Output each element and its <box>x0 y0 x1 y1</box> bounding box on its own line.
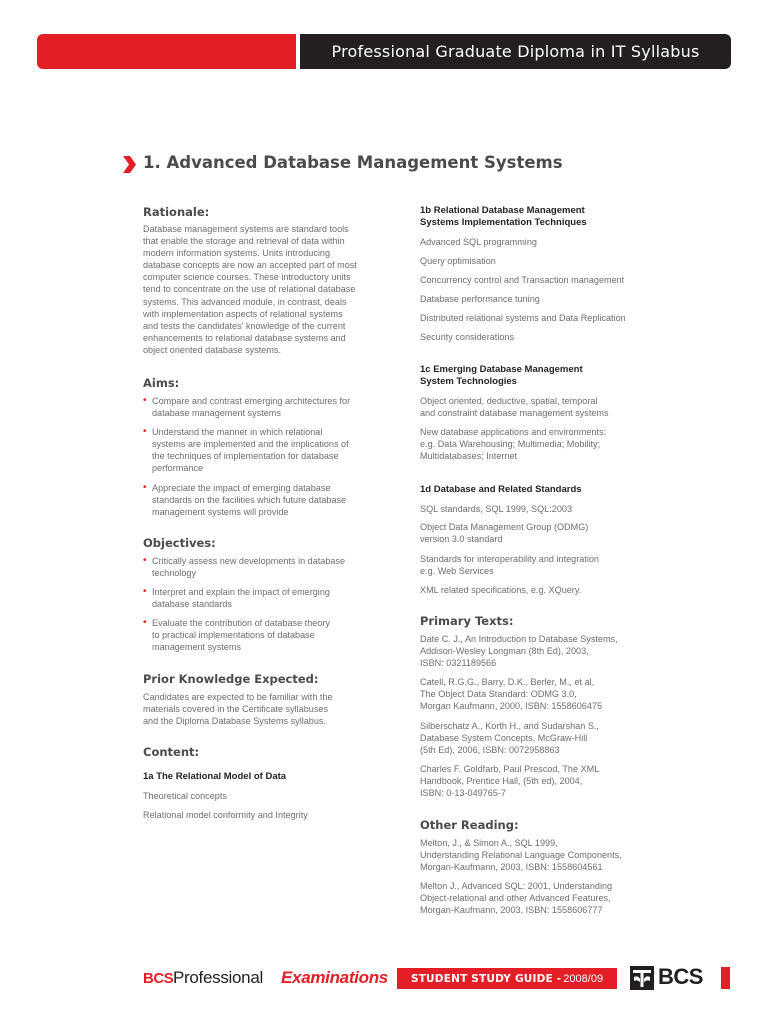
bullet-icon: • <box>143 426 147 437</box>
aims-heading: Aims: <box>143 376 180 390</box>
footer-study-guide-badge <box>397 968 617 989</box>
reference-item: Charles F. Goldfarb, Paul Prescod, The XML Handbook, Prentice Hall, (5th ed), 2004, ISBN: 0-13-049765-7 <box>420 764 600 799</box>
prior-knowledge-text: Candidates are expected to be familiar with the materials covered in the Certificate syllabuses and the Diploma Database Systems syllabus. <box>143 692 333 727</box>
reference-item: Date C. J., An Introduction to Database Systems, Addison-Wesley Longman (8th Ed), 2003, ISBN: 0321189566 <box>420 634 618 669</box>
list-item: Object oriented, deductive, spatial, temporal and constraint database management systems <box>420 396 609 419</box>
footer-professional: Professional <box>173 968 263 987</box>
subsection-1b-title: 1b Relational Database Management Systems Implementation Techniques <box>420 205 587 228</box>
subsection-1d-title: 1d Database and Related Standards <box>420 484 582 495</box>
bullet-icon: • <box>143 482 147 493</box>
footer-red-tab <box>721 967 730 989</box>
list-item: Distributed relational systems and Data Replication <box>420 313 626 323</box>
subsection-1c-title: 1c Emerging Database Management System Technologies <box>420 364 583 387</box>
list-item: Security considerations <box>420 332 515 342</box>
chevron-right-icon <box>121 155 137 174</box>
list-item: SQL standards, SQL 1999, SQL:2003 <box>420 504 572 514</box>
footer-examinations: Examinations <box>281 968 388 987</box>
other-reading-heading: Other Reading: <box>420 818 519 832</box>
footer-bcs-prefix: BCS <box>143 970 174 987</box>
list-item: Theoretical concepts <box>143 791 227 801</box>
primary-texts-heading: Primary Texts: <box>420 614 514 628</box>
list-item: Query optimisation <box>420 256 496 266</box>
subsection-1a-title: 1a The Relational Model of Data <box>143 771 287 782</box>
section-title: 1. Advanced Database Management Systems <box>143 153 563 172</box>
header-red-bar <box>37 34 296 69</box>
content-heading: Content: <box>143 745 200 759</box>
list-item: Concurrency control and Transaction management <box>420 275 625 285</box>
study-guide-label: STUDENT STUDY GUIDE - <box>410 972 562 985</box>
list-item: Advanced SQL programming <box>420 237 537 247</box>
bullet-icon: • <box>143 555 147 566</box>
reference-item: Melton J., Advanced SQL: 2001, Understanding Object-relational and other Advanced Features, Morgan-Kaufmann, 2003, ISBN: 1558606777 <box>420 881 613 916</box>
header-title: Professional Graduate Diploma in IT Syllabus <box>300 34 731 69</box>
reference-item: Catell, R.G.G., Barry, D.K., Berler, M., et al, The Object Data Standard: ODMG 3.0, Morgan Kaufmann, 2000, ISBN: 1558606475 <box>420 677 603 712</box>
list-item: Database performance tuning <box>420 294 540 304</box>
bullet-icon: • <box>143 395 147 406</box>
list-item: Relational model conformity and Integrity <box>143 810 308 820</box>
bullet-icon: • <box>143 586 147 597</box>
list-item: Object Data Management Group (ODMG) version 3.0 standard <box>420 522 589 545</box>
bcs-logo-icon <box>630 966 654 990</box>
rationale-text: Database management systems are standard tools that enable the storage and retrieval of data within modern information systems. Units introducing database concepts are now an accepted part of most computer science courses. These introductory units tend to concentrate on the use of relational database systems. This advanced module, in contrast, deals with implementation aspects of relational systems and tests the candidates' knowledge of the current enhancements to relational database systems and object oriented database systems. <box>143 224 357 355</box>
list-item: Standards for interoperability and integration e.g. Web Services <box>420 554 599 577</box>
reference-item: Melton, J., & Simon A., SQL 1999, Understanding Relational Language Components, Morgan-Kaufmann, 2003, ISBN: 1558604561 <box>420 838 622 873</box>
bullet-icon: • <box>143 617 147 628</box>
study-guide-year: 2008/09 <box>563 972 604 985</box>
footer-logo-text: BCS <box>658 964 703 989</box>
objectives-heading: Objectives: <box>143 536 216 550</box>
reference-item: Silberschatz A., Korth H., and Sudarshan S., Database System Concepts, McGraw-Hill (5th Ed), 2006, ISBN: 0072958863 <box>420 721 599 756</box>
list-item: XML related specifications, e.g. XQuery. <box>420 585 582 595</box>
prior-knowledge-heading: Prior Knowledge Expected: <box>143 672 319 686</box>
list-item: New database applications and environments: e.g. Data Warehousing; Multimedia; Mobility; Multidatabases; Internet <box>420 427 607 462</box>
rationale-heading: Rationale: <box>143 205 210 219</box>
